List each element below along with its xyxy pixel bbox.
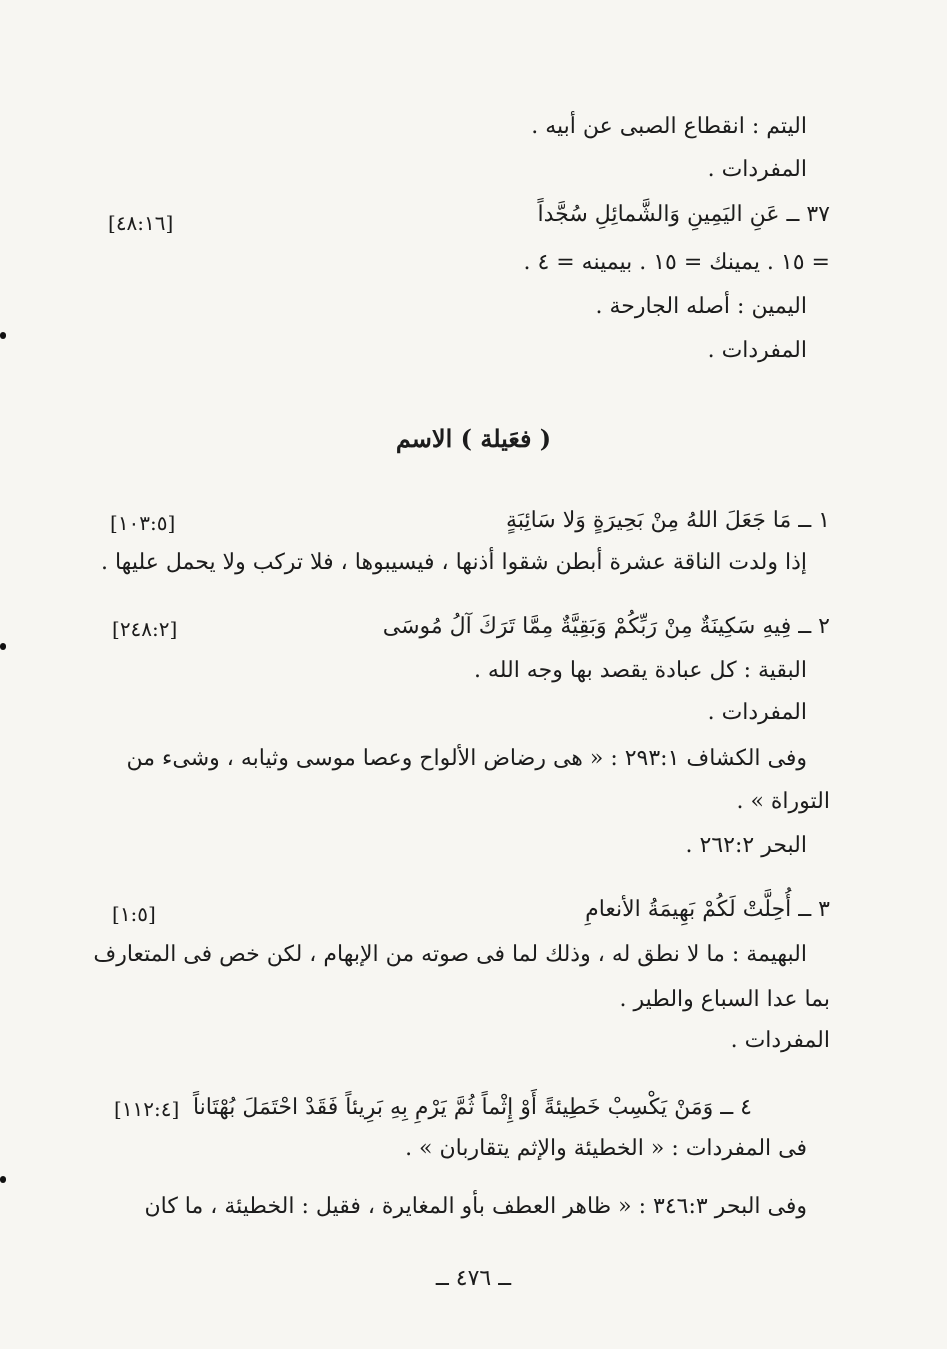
text-line: المفردات .: [707, 157, 807, 182]
text-line: فى المفردات : « الخطيئة والإثم يتقاربان » .: [405, 1136, 807, 1161]
verse-entry: ٤ ــ وَمَنْ يَكْسِبْ خَطِيئةً أَوْ إِثْماً ثُمَّ يَرْمِ بِهِ بَرِيئاً فَقَدْ احْتَمَلَ بُهْتَاناً: [192, 1095, 752, 1120]
text-line: المفردات .: [730, 1028, 830, 1053]
page-number: ــ ٤٧٦ ــ: [435, 1266, 512, 1291]
text-line: إذا ولدت الناقة عشرة أبطن شقوا أذنها ، فيسيبوها ، فلا تركب ولا يحمل عليها .: [100, 550, 807, 575]
verse-reference: [١٠٣:٥]: [110, 511, 176, 535]
margin-mark: [0, 643, 6, 650]
verse-entry: ٣ ــ أُحِلَّتْ لَكُمْ بَهِيمَةُ الأنعامِ: [585, 897, 830, 922]
text-line: البحر ٢٦٢:٢ .: [685, 833, 807, 858]
section-heading: ( فعَيلة ) الاسم: [395, 424, 552, 453]
verse-reference: [١١٢:٤]: [114, 1097, 180, 1121]
text-line: اليمين : أصله الجارحة .: [595, 294, 807, 319]
margin-mark: [0, 1176, 6, 1183]
text-line: وفى الكشاف ٢٩٣:١ : « هى رضاض الألواح وعصا موسى وثيابه ، وشىء من: [126, 746, 807, 771]
text-line: بما عدا السباع والطير .: [619, 987, 830, 1012]
verse-entry: ١ ــ مَا جَعَلَ اللهُ مِنْ بَحِيرَةٍ وَلا سَائِبَةٍ: [506, 508, 830, 533]
verse-reference: [٤٨:١٦]: [108, 211, 174, 235]
text-line: البقية : كل عبادة يقصد بها وجه الله .: [473, 658, 807, 683]
verse-entry: ٣٧ ــ عَنِ اليَمِينِ وَالشَّمائِلِ سُجَّداً: [537, 202, 830, 227]
text-line: المفردات .: [707, 700, 807, 725]
verse-entry: ٢ ــ فِيهِ سَكِينَةٌ مِنْ رَبِّكُمْ وَبَقِيَّةٌ مِمَّا تَرَكَ آلُ مُوسَى: [382, 614, 830, 639]
verse-reference: [١:٥]: [112, 902, 156, 926]
text-line: المفردات .: [707, 338, 807, 363]
text-line: = ١٥ . يمينك = ١٥ . بيمينه = ٤ .: [523, 250, 830, 275]
margin-mark: [0, 332, 6, 339]
text-line: اليتم : انقطاع الصبى عن أبيه .: [531, 114, 807, 139]
text-line: وفى البحر ٣٤٦:٣ : « ظاهر العطف بأو المغايرة ، فقيل : الخطيئة ، ما كان: [144, 1194, 807, 1219]
text-line: التوراة » .: [736, 789, 830, 814]
verse-reference: [٢٤٨:٢]: [112, 617, 178, 641]
text-line: البهيمة : ما لا نطق له ، وذلك لما فى صوته من الإبهام ، لكن خص فى المتعارف: [93, 942, 807, 967]
